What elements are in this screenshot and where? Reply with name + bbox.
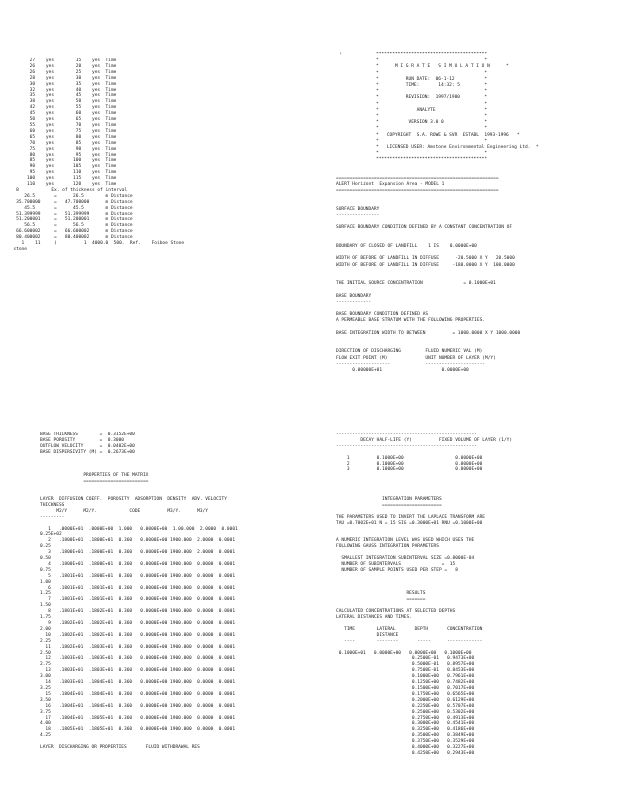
text-line: 75 yes 90 yes Time xyxy=(8,146,117,152)
text-line: 1.75 xyxy=(40,615,51,621)
text-line: BASE INTEGRATION WIDTH TO BETWEEN = 1000.0000 X Y 1000.0000 xyxy=(336,330,521,336)
text-line: NUMBER OF SAMPLE POINTS USED PER STEP = 8 xyxy=(336,567,458,573)
text-line: WIDTH OF BEFORE OF LANDFILL IN DIFFUSE -20.5000 X Y 20.5000 xyxy=(336,256,515,262)
text-line: 32 yes 40 yes Time xyxy=(8,87,117,93)
text-line: 1.25 xyxy=(40,591,51,597)
text-line: 2 0.1000E+00 0.0000E+00 xyxy=(336,461,483,467)
punch-mark: ' xyxy=(339,52,343,59)
bottom-left-listing xyxy=(40,432,308,762)
text-line: SMALLEST INTEGRATION SUBINTERVAL SIZE =0.8000E-04 xyxy=(336,556,475,562)
text-line: BASE POROSITY = 0.3000 xyxy=(40,437,124,443)
text-line: 4.25 xyxy=(40,733,51,739)
text-line: * * xyxy=(376,70,488,76)
text-line: 0.5000E-01 0.8957E+00 xyxy=(336,662,475,668)
text-line: 90 yes 105 yes Time xyxy=(8,164,117,170)
text-line: * LICENSED USER: Amstone Environmental Engineering Ltd. * xyxy=(376,145,539,151)
text-line: 56.5 = 56.5 m Distance xyxy=(8,223,133,229)
text-line: 13 .1803E+01 .1803E+01 0.360 0.0000E+00 1900.000 0.0000 0.0001 xyxy=(40,668,236,674)
text-line: 80 yes 95 yes Time xyxy=(8,152,117,158)
text-line: 8 .1801E+01 .1802E+01 0.360 0.0000E+00 1900.000 0.0000 0.0001 xyxy=(40,609,236,615)
text-line: * * xyxy=(376,126,488,132)
text-line: 35 yes 45 yes Time xyxy=(8,93,117,99)
text-line: INTEGRATION PARAMETERS xyxy=(336,496,442,502)
text-line: 110 yes 120 yes Time xyxy=(8,182,117,188)
text-line: M2/Y M2/Y. CODE M3/Y. M3/Y xyxy=(40,508,208,514)
text-line: THE INITIAL SOURCE CONCENTRATION = 0.1000E+01 xyxy=(336,281,496,287)
text-line: 26 yes 25 yes Time xyxy=(8,69,117,75)
text-line: * ANALYTE * xyxy=(376,107,488,113)
text-line: ---------------------------------------------------- xyxy=(336,443,477,449)
text-line: 0.7500E-01 0.8453E+00 xyxy=(336,668,475,674)
text-line: 0.3000E+00 0.4541E+00 xyxy=(336,721,475,727)
text-line: ---------------------------------------------------- xyxy=(336,432,477,437)
text-line: * TIME: 14:32: 5 * xyxy=(376,83,488,89)
text-line: A NUMERIC INTEGRATION LEVEL WAS USED WHICH USES THE xyxy=(336,538,475,544)
text-line: 2.50 xyxy=(40,650,51,656)
text-line: 0.1000E+00 0.7961E+00 xyxy=(336,674,475,680)
text-line: 0.50 xyxy=(40,556,51,562)
text-line: 0.3750E+00 0.3529E+00 xyxy=(336,739,475,745)
text-line: 0.2500E+00 0.5302E+00 xyxy=(336,709,475,715)
text-line: SURFACE BOUNDARY CONDITION DEFINED BY A CONSTANT CONCENTRATION OF xyxy=(336,225,513,231)
text-line: 0.1500E+00 0.7017E+00 xyxy=(336,685,475,691)
text-line: LATERAL DISTANCES AND TIMES. xyxy=(336,615,412,621)
text-line: FLOW EXIT POINT (M) UNIT NUMBER OF LAYER (M/Y) xyxy=(336,355,496,361)
text-line: * * xyxy=(376,114,488,120)
text-line: 50 yes 65 yes Time xyxy=(8,117,117,123)
text-line: BASE DISPERSIVITY (M) = 0.2673E+00 xyxy=(40,449,135,455)
text-line: 5 .1801E+01 .1800E+01 0.360 0.0000E+00 1900.000 0.0000 0.0001 xyxy=(40,573,236,579)
text-line: * * xyxy=(376,58,488,64)
text-line: ---- -------- ----- ------------- xyxy=(336,638,483,644)
text-line: TAU =0.7002E+01 N = 15 SIG =0.3000E+01 RNU =0.1000E+00 xyxy=(336,520,483,526)
text-line: stone xyxy=(8,247,27,252)
text-line: 4.00 xyxy=(40,721,51,727)
text-line: BASE BOUNDARY xyxy=(336,293,372,299)
text-line: 0.3250E+00 0.4186E+00 xyxy=(336,727,475,733)
text-line: 1 11 ( 1 4000.0 500. Ref. Foiboe Stone xyxy=(8,241,185,247)
text-line: 70 yes 85 yes Time xyxy=(8,140,117,146)
text-line: 51.200001 = 51.200001 m Distance xyxy=(8,217,133,223)
text-line: 45 yes 60 yes Time xyxy=(8,111,117,117)
top-left-listing xyxy=(8,58,308,253)
text-line: 3.25 xyxy=(40,685,51,691)
text-line: 95 yes 110 yes Time xyxy=(8,170,117,176)
text-line: 0.75 xyxy=(40,567,51,573)
text-line: 2.25 xyxy=(40,638,51,644)
text-line: --------- xyxy=(40,514,65,520)
text-line: ============================================================ xyxy=(336,175,499,181)
text-line: 0.4250E+00 0.2943E+00 xyxy=(336,750,475,756)
text-line: 85 yes 100 yes Time xyxy=(8,158,117,164)
text-line: 17 .1804E+01 .1805E+01 0.360 0.0000E+00 1900.000 0.0000 0.0001 xyxy=(40,715,236,721)
text-line: OUTFLOW VELOCITY = 0.0402E+00 xyxy=(40,443,135,449)
text-line: 30 yes 35 yes Time xyxy=(8,81,117,87)
text-line: 0.2750E+00 0.4913E+00 xyxy=(336,715,475,721)
text-line: 3.75 xyxy=(40,709,51,715)
text-line: WIDTH OF BEFORE OF LANDFILL IN DIFFUSE -180.0000 X Y 180.0000 xyxy=(336,262,515,268)
text-line: 0.1250E+00 0.7482E+00 xyxy=(336,680,475,686)
text-line: * * xyxy=(376,151,488,157)
text-line: 38 yes 50 yes Time xyxy=(8,99,117,105)
text-line: 0.3500E+00 0.3849E+00 xyxy=(336,733,475,739)
text-line: 1 0.1000E+00 0.0000E+00 xyxy=(336,455,483,461)
text-line: * RUN DATE: 06-1-12 * xyxy=(376,76,488,82)
text-line: BASE THICKNESS = 0.3152E+00 xyxy=(40,432,135,437)
text-line: 14 .1803E+01 .1804E+01 0.360 0.0000E+00 1900.000 0.0000 0.0001 xyxy=(40,680,236,686)
text-line: 0.2000E+00 0.6129E+00 xyxy=(336,697,475,703)
text-line: 28 yes 30 yes Time xyxy=(8,75,117,81)
text-line: 3 0.1000E+00 0.0000E+00 xyxy=(336,467,483,473)
text-line: 51.399999 = 51.399999 m Distance xyxy=(8,211,133,217)
text-line: ***************************************** xyxy=(376,52,488,57)
text-line: THE PARAMETERS USED TO INVERT THE LAPLACE TRANSFORM ARE xyxy=(336,514,486,520)
text-line: 65 yes 80 yes Time xyxy=(8,134,117,140)
text-line: ***************************************** xyxy=(376,157,488,163)
text-line: 100 yes 115 yes Time xyxy=(8,176,117,182)
text-line: 1 .0000E+01 .0000E+00 1.000 0.0000E+00 1.00.000 2.0000 0.0001 xyxy=(40,526,238,532)
text-line: 55 yes 70 yes Time xyxy=(8,122,117,128)
text-line: 3.50 xyxy=(40,697,51,703)
text-line: 3.00 xyxy=(40,674,51,680)
text-line: ======================== xyxy=(40,479,149,485)
text-line: 60 yes 75 yes Time xyxy=(8,128,117,134)
text-line: 2.00 xyxy=(40,626,51,632)
text-line: 18 .1805E+01 .1805E+01 0.360 0.0000E+00 1900.000 0.0000 0.0001 xyxy=(40,727,236,733)
text-line: 2 .1800E+01 .1800E+01 0.360 0.0000E+00 1900.000 2.0000 0.0001 xyxy=(40,538,236,544)
text-line: 0.2250E+00 0.5707E+00 xyxy=(336,703,475,709)
text-line: 0.25E+02 xyxy=(40,532,62,538)
text-line: ======= xyxy=(336,597,426,603)
text-line: 42 yes 55 yes Time xyxy=(8,105,117,111)
text-line: -------------------- ---------------------- xyxy=(336,361,486,367)
text-line: PROPERTIES OF THE MATRIX xyxy=(40,473,149,479)
text-line: 1.50 xyxy=(40,603,51,609)
text-line: ALERT Horizont Expansion Area - MODEL 1 xyxy=(336,181,445,187)
text-line: 45.5 = 45.5 m Distance xyxy=(8,205,133,211)
text-line: 9 .1802E+01 .1802E+01 0.360 0.0000E+00 1900.000 0.0000 0.0001 xyxy=(40,621,236,626)
text-line: 11 .1802E+01 .1803E+01 0.360 0.0000E+00 1900.000 0.0000 0.0001 xyxy=(40,644,236,650)
text-line: 26.5 = 26.5 m Distance xyxy=(8,193,133,199)
text-line: BASE BOUNDARY CONDITION DEFINED AS xyxy=(336,312,429,318)
text-line: 80.400002 = 80.400002 m Distance xyxy=(8,235,133,241)
model-output xyxy=(336,176,612,375)
text-line: 0.2500E-01 0.9473E+00 xyxy=(336,656,475,662)
text-line: LAYER DISCHARGING OR PROPERTIES FLUID WITHDRAWAL RES xyxy=(40,745,200,751)
text-line: * VERSION 3.0 0 * xyxy=(376,120,488,126)
text-line: FOLLOWING GAUSS INTEGRATION PARAMETERS xyxy=(336,544,439,550)
text-line: 35.700000 = 47.700000 m Distance xyxy=(8,199,133,205)
text-line: BOUNDARY OF CLOSED OF LANDFILL 1 IS 0.0000E+00 xyxy=(336,243,477,249)
text-line: ---------------- xyxy=(336,212,380,218)
text-line: * COPYRIGHT S.A. ROWE & SVR ESTABL 1993-1996 * xyxy=(376,132,520,138)
text-line: A PERMEABLE BASE STRATUM WITH THE FOLLOWING PROPERTIES. xyxy=(336,318,486,324)
text-line: DECAY HALF-LIFE (Y) FIXED VOLUME OF LAYER (1/Y) xyxy=(336,437,513,443)
text-line: * * xyxy=(376,101,488,107)
text-line: * REVISION: 1997/1980 * xyxy=(376,95,488,101)
text-line: ------------- xyxy=(336,299,372,305)
text-line: * * xyxy=(376,89,488,95)
text-line: 26 yes 20 yes Time xyxy=(8,63,117,69)
text-line: CALCULATED CONCENTRATIONS AT SELECTED DEPTHS xyxy=(336,609,456,615)
program-banner xyxy=(376,52,612,164)
text-line: 4 .1800E+01 .1800E+01 0.360 0.0000E+00 1900.000 0.0000 0.0001 xyxy=(40,561,236,567)
text-line: 66.600002 = 66.600002 m Distance xyxy=(8,229,133,235)
text-line: 6 .1801E+01 .1801E+01 0.360 0.0000E+00 1900.000 0.0000 0.0001 xyxy=(40,585,236,591)
text-line: 16 .1804E+01 .1804E+01 0.360 0.0000E+00 1900.000 0.0000 0.0001 xyxy=(40,703,236,709)
text-line: 0.4000E+00 0.3227E+00 xyxy=(336,745,475,751)
text-line: 8 Ex. of thickness of interval xyxy=(8,187,128,193)
top-right-listing xyxy=(336,52,612,392)
text-line: 1.00 xyxy=(40,579,51,585)
text-line: RESULTS xyxy=(336,591,426,597)
text-line: 0.1000E+01 0.0000E+00 0.0000E+00 0.1000E+00 xyxy=(336,650,472,656)
text-line: 0.1750E+00 0.6565E+00 xyxy=(336,691,475,697)
text-line: 12 .1803E+01 .1803E+01 0.360 0.0000E+00 1900.000 0.0000 0.0001 xyxy=(40,656,236,662)
text-line: 15 .1804E+01 .1804E+01 0.360 0.0000E+00 1900.000 0.0000 0.0001 xyxy=(40,691,236,697)
text-line: DISTANCE xyxy=(336,632,399,638)
text-line: 27 yes 15 yes Time xyxy=(8,58,117,63)
text-line: ====================== xyxy=(336,502,442,508)
text-line: 0.25 xyxy=(40,544,51,550)
text-line: SURFACE BOUNDARY xyxy=(336,206,380,212)
text-line: ============================================================ xyxy=(336,188,499,194)
text-line: 2.75 xyxy=(40,662,51,668)
text-line: * M I G R A T E S I M U L A T I O N * xyxy=(376,64,509,70)
text-line: 3 .1800E+01 .1800E+01 0.360 0.0000E+00 1900.000 2.0000 0.0001 xyxy=(40,550,236,556)
text-line: LAYER DIFFUSION COEFF. POROSITY ADSORPTION DENSITY ADV. VELOCITY xyxy=(40,496,227,502)
text-line: 7 .1801E+01 .1801E+01 0.360 0.0000E+00 1900.000 0.0000 0.0001 xyxy=(40,597,236,603)
text-line: 10 .1802E+01 .1802E+01 0.360 0.0000E+00 1900.000 0.0000 0.0001 xyxy=(40,632,236,638)
text-line: * * xyxy=(376,138,488,144)
text-line: THICKNESS xyxy=(40,502,65,508)
text-line: TIME LATERAL DEPTH CONCENTRATION xyxy=(336,626,483,632)
bottom-right-listing xyxy=(336,432,612,762)
text-line: NUMBER OF SUBINTERVALS = 15 xyxy=(336,561,456,567)
text-line: DIRECTION OF DISCHARGING FLUID NUMERIC VAL (M) xyxy=(336,349,483,355)
text-line: 0.00000E+01 0.0000E+00 xyxy=(336,367,469,373)
